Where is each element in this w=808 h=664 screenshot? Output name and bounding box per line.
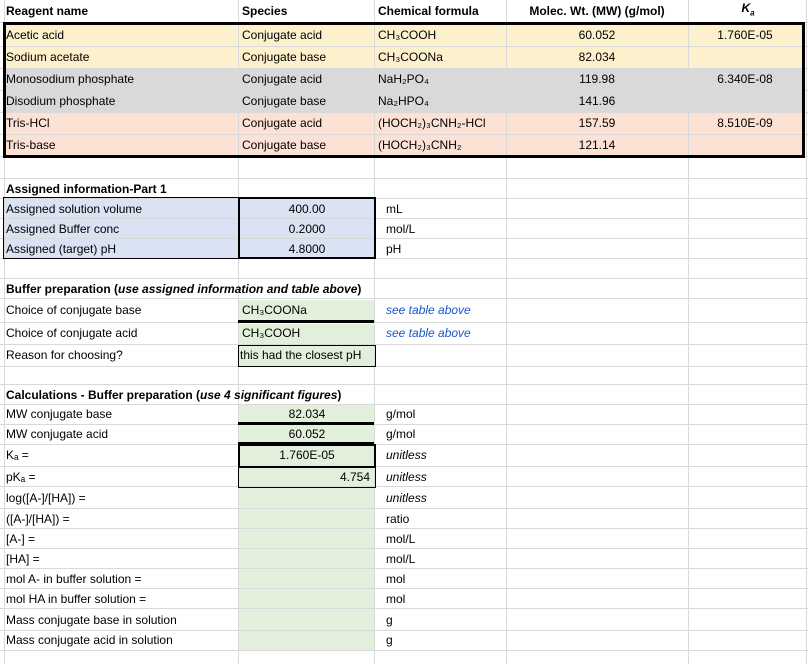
calc-unit: unitless bbox=[386, 491, 427, 505]
calc-unit: ratio bbox=[386, 512, 410, 526]
reason-input[interactable]: this had the closest pH bbox=[240, 348, 362, 362]
calc-label: ([A-]/[HA]) = bbox=[6, 512, 70, 526]
reagent-mw: 121.14 bbox=[578, 138, 616, 152]
calc-label: Mass conjugate base in solution bbox=[6, 613, 177, 627]
assigned-value[interactable]: 4.8000 bbox=[288, 242, 326, 256]
acid-choice-input[interactable]: CH₃COOH bbox=[242, 326, 301, 340]
see-table-link-base[interactable]: see table above bbox=[386, 303, 471, 317]
reagent-formula: NaH₂PO₄ bbox=[378, 72, 429, 86]
calc-unit: mol bbox=[386, 592, 406, 606]
calc-label: pKₐ = bbox=[6, 470, 36, 484]
reagent-name: Sodium acetate bbox=[6, 50, 90, 64]
calc-label: mol HA in buffer solution = bbox=[6, 592, 147, 606]
calc-label: log([A-]/[HA]) = bbox=[6, 491, 86, 505]
reagent-formula: Na₂HPO₄ bbox=[378, 94, 429, 108]
header-formula: Chemical formula bbox=[378, 4, 479, 18]
reagent-mw: 141.96 bbox=[578, 94, 616, 108]
calc-title: Calculations - Buffer preparation (use 4 significant figures) bbox=[6, 388, 342, 402]
calc-label: Kₐ = bbox=[6, 448, 29, 462]
reagent-species: Conjugate base bbox=[242, 138, 327, 152]
calc-label: MW conjugate base bbox=[6, 407, 113, 421]
calc-unit: mol/L bbox=[386, 552, 416, 566]
assigned-unit: mL bbox=[386, 202, 403, 216]
header-species: Species bbox=[242, 4, 288, 18]
reagent-mw: 82.034 bbox=[578, 50, 616, 64]
calc-label: Mass conjugate acid in solution bbox=[6, 633, 173, 647]
reagent-formula: (HOCH₂)₃CNH₂ bbox=[378, 138, 462, 152]
assigned-title: Assigned information-Part 1 bbox=[6, 182, 167, 196]
header-reagent-name: Reagent name bbox=[6, 4, 89, 18]
calc-value[interactable]: 1.760E-05 bbox=[279, 448, 335, 462]
assigned-label: Assigned Buffer conc bbox=[6, 222, 120, 236]
reason-label: Reason for choosing? bbox=[6, 348, 123, 362]
reagent-mw: 157.59 bbox=[578, 116, 616, 130]
reagent-name: Tris-HCl bbox=[6, 116, 50, 130]
reagent-species: Conjugate acid bbox=[242, 72, 323, 86]
reagent-mw: 60.052 bbox=[578, 28, 616, 42]
calc-unit: g/mol bbox=[386, 427, 416, 441]
calc-label: [A-] = bbox=[6, 532, 36, 546]
acid-choice-label: Choice of conjugate acid bbox=[6, 326, 138, 340]
reagent-species: Conjugate acid bbox=[242, 28, 323, 42]
reagent-name: Monosodium phosphate bbox=[6, 72, 135, 86]
reagent-name: Disodium phosphate bbox=[6, 94, 116, 108]
calc-unit: g/mol bbox=[386, 407, 416, 421]
calc-value[interactable]: 82.034 bbox=[288, 407, 326, 421]
calc-label: MW conjugate acid bbox=[6, 427, 109, 441]
reagent-species: Conjugate acid bbox=[242, 116, 323, 130]
assigned-value[interactable]: 400.00 bbox=[288, 202, 326, 216]
reagent-mw: 119.98 bbox=[579, 72, 615, 86]
base-choice-input[interactable]: CH₃COONa bbox=[242, 303, 307, 317]
reagent-name: Acetic acid bbox=[6, 28, 65, 42]
calc-unit: unitless bbox=[386, 470, 427, 484]
header-mw: Molec. Wt. (MW) (g/mol) bbox=[529, 4, 665, 18]
calc-label: mol A- in buffer solution = bbox=[6, 572, 142, 586]
base-choice-label: Choice of conjugate base bbox=[6, 303, 142, 317]
calc-unit: mol bbox=[386, 572, 406, 586]
calc-unit: g bbox=[386, 613, 393, 627]
assigned-label: Assigned (target) pH bbox=[6, 242, 117, 256]
calc-unit: unitless bbox=[386, 448, 427, 462]
reagent-formula: CH₃COONa bbox=[378, 50, 443, 64]
reagent-species: Conjugate base bbox=[242, 50, 327, 64]
calc-unit: g bbox=[386, 633, 393, 647]
assigned-value[interactable]: 0.2000 bbox=[288, 222, 326, 236]
assigned-unit: pH bbox=[386, 242, 402, 256]
calc-value[interactable]: 60.052 bbox=[288, 427, 326, 441]
reagent-formula: (HOCH₂)₃CNH₂-HCl bbox=[378, 116, 486, 130]
buffer-title: Buffer preparation (use assigned information and table above) bbox=[6, 282, 362, 296]
see-table-link-acid[interactable]: see table above bbox=[386, 326, 471, 340]
header-ka: $K_a$ bbox=[741, 1, 755, 18]
reagent-species: Conjugate base bbox=[242, 94, 327, 108]
calc-value[interactable]: 4.754 bbox=[339, 470, 370, 484]
reagent-ka: 1.760E-05 bbox=[717, 28, 773, 42]
reagent-name: Tris-base bbox=[6, 138, 56, 152]
reagent-ka: 8.510E-09 bbox=[717, 116, 773, 130]
reagent-formula: CH₃COOH bbox=[378, 28, 437, 42]
reagent-ka: 6.340E-08 bbox=[717, 72, 773, 86]
calc-label: [HA] = bbox=[6, 552, 40, 566]
calc-unit: mol/L bbox=[386, 532, 416, 546]
assigned-label: Assigned solution volume bbox=[6, 202, 143, 216]
assigned-unit: mol/L bbox=[386, 222, 416, 236]
